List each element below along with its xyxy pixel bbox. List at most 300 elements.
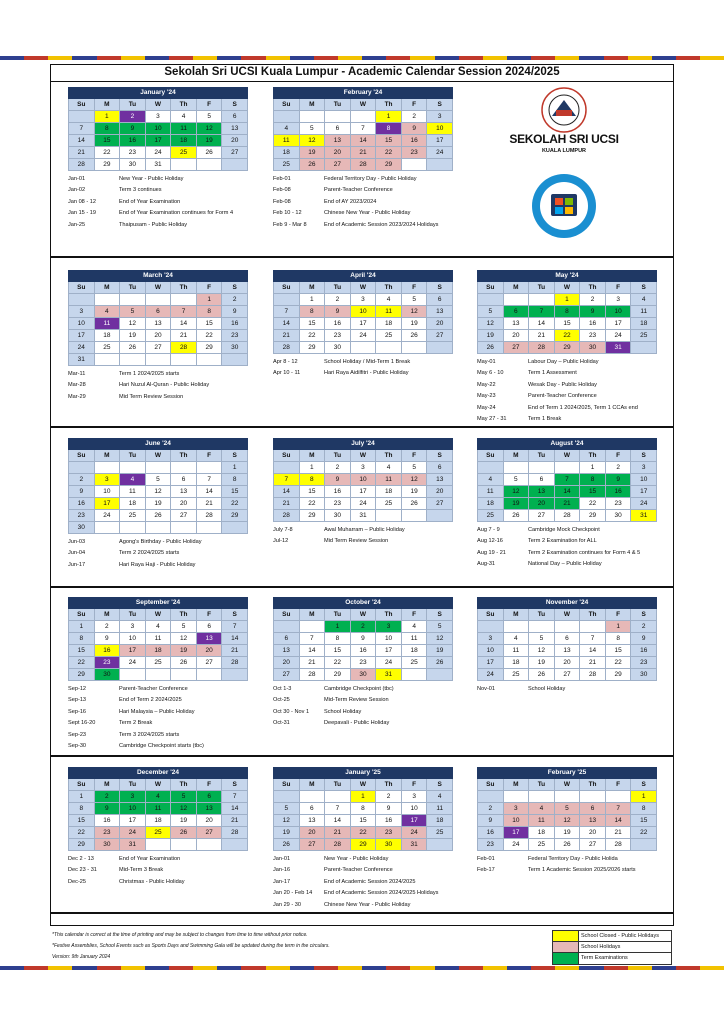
- day-cell: 7: [555, 474, 580, 485]
- legend-item: [553, 942, 671, 953]
- day-cell: 4: [529, 803, 554, 814]
- day-cell: 22: [197, 330, 222, 341]
- event-row: [273, 854, 453, 865]
- empty-cell: [95, 522, 120, 533]
- empty-cell: [606, 791, 631, 802]
- day-cell: 4: [146, 791, 171, 802]
- day-cell: 27: [580, 839, 605, 850]
- weekday-header: F: [606, 609, 631, 620]
- weekday-header: M: [95, 779, 120, 790]
- weekday-header: Tu: [120, 99, 145, 110]
- day-cell: 22: [222, 498, 247, 509]
- day-cell: 10: [69, 318, 94, 329]
- day-cell: 4: [631, 294, 656, 305]
- weekday-header: S: [427, 609, 452, 620]
- event-row: [68, 208, 248, 219]
- event-date: May-24: [477, 404, 496, 411]
- event-row: [68, 560, 248, 571]
- day-cell: 9: [631, 633, 656, 644]
- event-row: [273, 536, 453, 547]
- event-date: Aug 7 - 9: [477, 527, 500, 533]
- event-text: National Day – Public Holiday: [528, 561, 602, 568]
- day-cell: 19: [274, 827, 299, 838]
- day-cell: 24: [402, 827, 427, 838]
- day-cell: 24: [120, 827, 145, 838]
- day-cell: 26: [427, 657, 452, 668]
- weekday-header: F: [197, 609, 222, 620]
- day-cell: 13: [197, 633, 222, 644]
- weekday-header: S: [631, 609, 656, 620]
- event-row: [68, 220, 248, 231]
- event-date: Jan 08 - 12: [68, 198, 96, 205]
- day-cell: 4: [120, 474, 145, 485]
- day-cell: 19: [171, 645, 196, 656]
- day-cell: 1: [606, 621, 631, 632]
- day-cell: 11: [631, 306, 656, 317]
- day-cell: 18: [146, 815, 171, 826]
- month-title: May '24: [477, 270, 657, 282]
- event-row: [68, 185, 248, 196]
- day-cell: 5: [504, 474, 529, 485]
- day-cell: 10: [427, 123, 452, 134]
- empty-cell: [197, 669, 222, 680]
- weekday-header: W: [146, 450, 171, 461]
- day-cell: 22: [580, 498, 605, 509]
- day-cell: 16: [69, 498, 94, 509]
- day-cell: 8: [69, 803, 94, 814]
- footnote: *This calendar is correct at the time of printing and may be subject to changes from time to time without prior notice.: [52, 932, 308, 938]
- day-cell: 7: [606, 803, 631, 814]
- day-cell: 5: [402, 462, 427, 473]
- day-cell: 10: [351, 306, 376, 317]
- day-cell: 28: [171, 342, 196, 353]
- weekday-header: S: [427, 282, 452, 293]
- legend: [552, 930, 672, 965]
- day-cell: 24: [351, 330, 376, 341]
- day-cell: 3: [631, 462, 656, 473]
- event-row: [68, 174, 248, 185]
- event-text: Parent-Teacher Conference: [324, 867, 393, 874]
- weekday-header: F: [197, 282, 222, 293]
- day-cell: 31: [402, 839, 427, 850]
- school-location: KUALA LUMPUR: [541, 148, 587, 154]
- day-cell: 25: [376, 498, 401, 509]
- day-cell: 4: [478, 474, 503, 485]
- day-cell: 21: [222, 815, 247, 826]
- day-cell: 14: [529, 318, 554, 329]
- legend-item: [553, 953, 671, 964]
- event-text: School Holiday: [324, 708, 362, 715]
- day-cell: 21: [222, 645, 247, 656]
- day-cell: 27: [222, 147, 247, 158]
- event-date: Oct-31: [273, 720, 290, 727]
- day-cell: 20: [325, 147, 350, 158]
- empty-cell: [120, 669, 145, 680]
- day-cell: 5: [171, 791, 196, 802]
- event-date: Sep-12: [68, 686, 87, 692]
- event-date: Jan-02: [68, 187, 86, 194]
- weekday-header: W: [146, 609, 171, 620]
- row-divider: [50, 256, 674, 258]
- weekday-header: W: [351, 779, 376, 790]
- event-row: [68, 392, 248, 403]
- day-cell: 25: [427, 827, 452, 838]
- day-cell: 24: [146, 147, 171, 158]
- day-cell: 18: [504, 657, 529, 668]
- day-cell: 15: [95, 135, 120, 146]
- day-cell: 28: [325, 839, 350, 850]
- empty-cell: [171, 159, 196, 170]
- day-cell: 7: [197, 474, 222, 485]
- day-cell: 31: [606, 342, 631, 353]
- school-name: SEKOLAH SRI UCSI: [509, 132, 619, 146]
- event-date: Dec-25: [68, 878, 87, 885]
- event-text: Deepavali - Public Holiday: [324, 720, 390, 727]
- day-cell: 30: [631, 669, 656, 680]
- event-text: Chinese New Year - Public Holiday: [324, 901, 411, 908]
- day-cell: 15: [376, 135, 401, 146]
- empty-cell: [351, 342, 376, 353]
- weekday-header: Su: [274, 99, 299, 110]
- day-cell: 13: [222, 123, 247, 134]
- day-cell: 25: [631, 330, 656, 341]
- day-cell: 22: [325, 657, 350, 668]
- day-cell: 9: [402, 123, 427, 134]
- event-list: [477, 684, 657, 695]
- month-grid: [477, 609, 657, 681]
- day-cell: 4: [171, 111, 196, 122]
- day-cell: 1: [351, 791, 376, 802]
- month-title: January '25: [273, 767, 453, 779]
- day-cell: 24: [376, 657, 401, 668]
- weekday-header: M: [95, 282, 120, 293]
- event-text: End of AY 2023/2024: [324, 198, 377, 205]
- day-cell: 6: [427, 462, 452, 473]
- day-cell: 15: [555, 318, 580, 329]
- empty-cell: [197, 462, 222, 473]
- event-text: New Year - Public Holiday: [324, 856, 389, 862]
- event-date: Jan-25: [68, 221, 86, 228]
- day-cell: 26: [120, 342, 145, 353]
- event-text: Mid Term Review Session: [119, 393, 184, 400]
- empty-cell: [300, 791, 325, 802]
- event-row: [477, 536, 657, 547]
- event-row: [273, 707, 453, 718]
- event-date: Mar-29: [68, 393, 86, 400]
- day-cell: 19: [555, 827, 580, 838]
- day-cell: 1: [95, 111, 120, 122]
- day-cell: 16: [325, 486, 350, 497]
- day-cell: 9: [95, 803, 120, 814]
- month-block: [273, 438, 453, 548]
- day-cell: 29: [222, 510, 247, 521]
- day-cell: 30: [325, 342, 350, 353]
- event-text: School Holiday: [528, 686, 566, 692]
- event-list: [477, 854, 657, 877]
- empty-cell: [504, 791, 529, 802]
- month-block: [273, 87, 453, 231]
- day-cell: 6: [504, 306, 529, 317]
- event-row: [477, 865, 657, 876]
- day-cell: 7: [325, 803, 350, 814]
- day-cell: 14: [606, 815, 631, 826]
- empty-cell: [478, 462, 503, 473]
- day-cell: 10: [402, 803, 427, 814]
- event-text: Hari Malaysia – Public Holiday: [119, 708, 195, 715]
- day-cell: 18: [478, 498, 503, 509]
- day-cell: 2: [478, 803, 503, 814]
- day-cell: 7: [274, 474, 299, 485]
- day-cell: 15: [325, 645, 350, 656]
- row-divider: [50, 912, 674, 914]
- weekday-header: M: [300, 282, 325, 293]
- day-cell: 9: [580, 306, 605, 317]
- event-date: Apr 8 - 12: [273, 359, 298, 365]
- empty-cell: [478, 621, 503, 632]
- weekday-header: F: [402, 450, 427, 461]
- weekday-header: M: [300, 99, 325, 110]
- day-cell: 22: [95, 147, 120, 158]
- empty-cell: [427, 669, 452, 680]
- day-cell: 1: [325, 621, 350, 632]
- day-cell: 12: [171, 803, 196, 814]
- day-cell: 2: [376, 791, 401, 802]
- event-row: [68, 741, 248, 752]
- event-date: Jan 20 - Feb 14: [273, 890, 313, 897]
- day-cell: 16: [95, 645, 120, 656]
- day-cell: 10: [631, 474, 656, 485]
- day-cell: 22: [69, 657, 94, 668]
- day-cell: 5: [555, 803, 580, 814]
- event-row: [273, 877, 453, 888]
- event-row: [477, 380, 657, 391]
- empty-cell: [402, 669, 427, 680]
- empty-cell: [580, 791, 605, 802]
- weekday-header: Th: [376, 779, 401, 790]
- day-cell: 17: [120, 645, 145, 656]
- empty-cell: [504, 621, 529, 632]
- day-cell: 8: [300, 474, 325, 485]
- day-cell: 27: [529, 510, 554, 521]
- day-cell: 25: [504, 669, 529, 680]
- day-cell: 19: [504, 498, 529, 509]
- month-block: [477, 767, 657, 877]
- event-row: [273, 208, 453, 219]
- weekday-header: M: [504, 450, 529, 461]
- empty-cell: [580, 621, 605, 632]
- day-cell: 30: [606, 510, 631, 521]
- event-text: End of Term 1 2024/2025, Term 1 CCAs end: [528, 404, 638, 411]
- day-cell: 8: [631, 803, 656, 814]
- weekday-header: Tu: [325, 450, 350, 461]
- day-cell: 2: [325, 462, 350, 473]
- day-cell: 10: [351, 474, 376, 485]
- event-date: Aug 19 - 21: [477, 549, 506, 556]
- day-cell: 7: [171, 306, 196, 317]
- month-title: December '24: [68, 767, 248, 779]
- day-cell: 25: [529, 839, 554, 850]
- day-cell: 8: [325, 633, 350, 644]
- empty-cell: [631, 839, 656, 850]
- day-cell: 20: [300, 827, 325, 838]
- empty-cell: [376, 510, 401, 521]
- day-cell: 25: [274, 159, 299, 170]
- weekday-header: F: [197, 779, 222, 790]
- day-cell: 5: [478, 306, 503, 317]
- day-cell: 9: [325, 306, 350, 317]
- weekday-header: M: [504, 779, 529, 790]
- event-date: Nov-01: [477, 686, 496, 692]
- weekday-header: S: [631, 450, 656, 461]
- day-cell: 26: [555, 839, 580, 850]
- day-cell: 21: [351, 147, 376, 158]
- day-cell: 12: [274, 815, 299, 826]
- empty-cell: [274, 791, 299, 802]
- empty-cell: [197, 159, 222, 170]
- day-cell: 21: [274, 498, 299, 509]
- day-cell: 1: [376, 111, 401, 122]
- day-cell: 26: [197, 147, 222, 158]
- day-cell: 26: [478, 342, 503, 353]
- day-cell: 29: [300, 510, 325, 521]
- day-cell: 8: [580, 474, 605, 485]
- weekday-header: Su: [69, 609, 94, 620]
- day-cell: 26: [171, 657, 196, 668]
- weekday-header: S: [427, 99, 452, 110]
- event-text: Term 2 Break: [119, 720, 153, 727]
- event-row: [273, 185, 453, 196]
- event-text: Cambridge Checkpoint starts (tbc): [119, 743, 204, 750]
- day-cell: 22: [631, 827, 656, 838]
- day-cell: 29: [580, 510, 605, 521]
- day-cell: 24: [69, 342, 94, 353]
- day-cell: 10: [478, 645, 503, 656]
- weekday-header: Tu: [529, 450, 554, 461]
- weekday-header: W: [146, 282, 171, 293]
- bottom-color-stripe: [0, 966, 724, 970]
- event-date: Dec 2 - 13: [68, 856, 94, 862]
- day-cell: 17: [351, 486, 376, 497]
- event-text: Agong's Birthday - Public Holiday: [119, 539, 202, 545]
- event-text: Cambridge Checkpoint (tbc): [324, 686, 394, 692]
- event-date: Aug-31: [477, 561, 496, 568]
- event-row: [477, 414, 657, 425]
- day-cell: 25: [478, 510, 503, 521]
- day-cell: 23: [325, 498, 350, 509]
- event-text: Chinese New Year - Public Holiday: [324, 210, 411, 217]
- day-cell: 24: [351, 498, 376, 509]
- event-text: End of Academic Session 2024/2025 Holidays: [324, 890, 439, 897]
- event-text: Term 1 Break: [528, 416, 562, 423]
- empty-cell: [69, 462, 94, 473]
- event-date: Jan-01: [273, 856, 291, 862]
- empty-cell: [197, 839, 222, 850]
- event-text: Term 3 continues: [119, 187, 162, 194]
- day-cell: 6: [300, 803, 325, 814]
- event-text: School Holiday / Mid-Term 1 Break: [324, 359, 411, 365]
- month-grid: [273, 450, 453, 522]
- day-cell: 20: [427, 486, 452, 497]
- day-cell: 16: [120, 135, 145, 146]
- day-cell: 17: [606, 318, 631, 329]
- event-date: Feb-17: [477, 867, 495, 874]
- day-cell: 13: [197, 803, 222, 814]
- empty-cell: [274, 621, 299, 632]
- event-text: Mid-Term 3 Break: [119, 867, 164, 874]
- day-cell: 31: [146, 159, 171, 170]
- day-cell: 4: [274, 123, 299, 134]
- month-title: October '24: [273, 597, 453, 609]
- day-cell: 18: [376, 486, 401, 497]
- event-row: [68, 695, 248, 706]
- day-cell: 23: [631, 657, 656, 668]
- event-text: Awal Muharram – Public Holiday: [324, 527, 405, 533]
- day-cell: 8: [197, 306, 222, 317]
- day-cell: 20: [529, 498, 554, 509]
- day-cell: 7: [580, 633, 605, 644]
- day-cell: 1: [631, 791, 656, 802]
- day-cell: 17: [427, 135, 452, 146]
- weekday-header: W: [146, 99, 171, 110]
- day-cell: 26: [274, 839, 299, 850]
- event-date: Oct 1-3: [273, 686, 292, 692]
- weekday-header: Th: [171, 779, 196, 790]
- empty-cell: [120, 462, 145, 473]
- day-cell: 17: [95, 498, 120, 509]
- event-date: Jun-03: [68, 539, 86, 545]
- weekday-header: Su: [274, 779, 299, 790]
- day-cell: 17: [376, 645, 401, 656]
- event-text: Federal Territory Day - Public Holida: [528, 856, 618, 862]
- day-cell: 19: [171, 815, 196, 826]
- day-cell: 7: [351, 123, 376, 134]
- school-logo: [504, 86, 624, 248]
- day-cell: 29: [300, 342, 325, 353]
- day-cell: 12: [171, 633, 196, 644]
- day-cell: 19: [120, 330, 145, 341]
- empty-cell: [69, 111, 94, 122]
- empty-cell: [146, 354, 171, 365]
- day-cell: 15: [222, 486, 247, 497]
- day-cell: 12: [120, 318, 145, 329]
- weekday-header: F: [197, 450, 222, 461]
- weekday-header: Su: [478, 779, 503, 790]
- weekday-header: M: [300, 609, 325, 620]
- event-list: [477, 357, 657, 425]
- weekday-header: W: [555, 282, 580, 293]
- weekday-header: Su: [478, 282, 503, 293]
- event-row: [68, 380, 248, 391]
- day-cell: 25: [146, 657, 171, 668]
- month-grid: [477, 450, 657, 522]
- day-cell: 14: [351, 135, 376, 146]
- weekday-header: Su: [69, 450, 94, 461]
- day-cell: 11: [376, 474, 401, 485]
- event-text: Term 2 Examination for ALL: [528, 538, 597, 545]
- day-cell: 2: [95, 621, 120, 632]
- weekday-header: Tu: [120, 779, 145, 790]
- month-block: [273, 767, 453, 911]
- day-cell: 3: [120, 621, 145, 632]
- day-cell: 11: [171, 123, 196, 134]
- event-list: [273, 174, 453, 231]
- empty-cell: [171, 839, 196, 850]
- month-title: February '25: [477, 767, 657, 779]
- day-cell: 6: [427, 294, 452, 305]
- weekday-header: Th: [580, 282, 605, 293]
- event-row: [273, 525, 453, 536]
- day-cell: 20: [555, 657, 580, 668]
